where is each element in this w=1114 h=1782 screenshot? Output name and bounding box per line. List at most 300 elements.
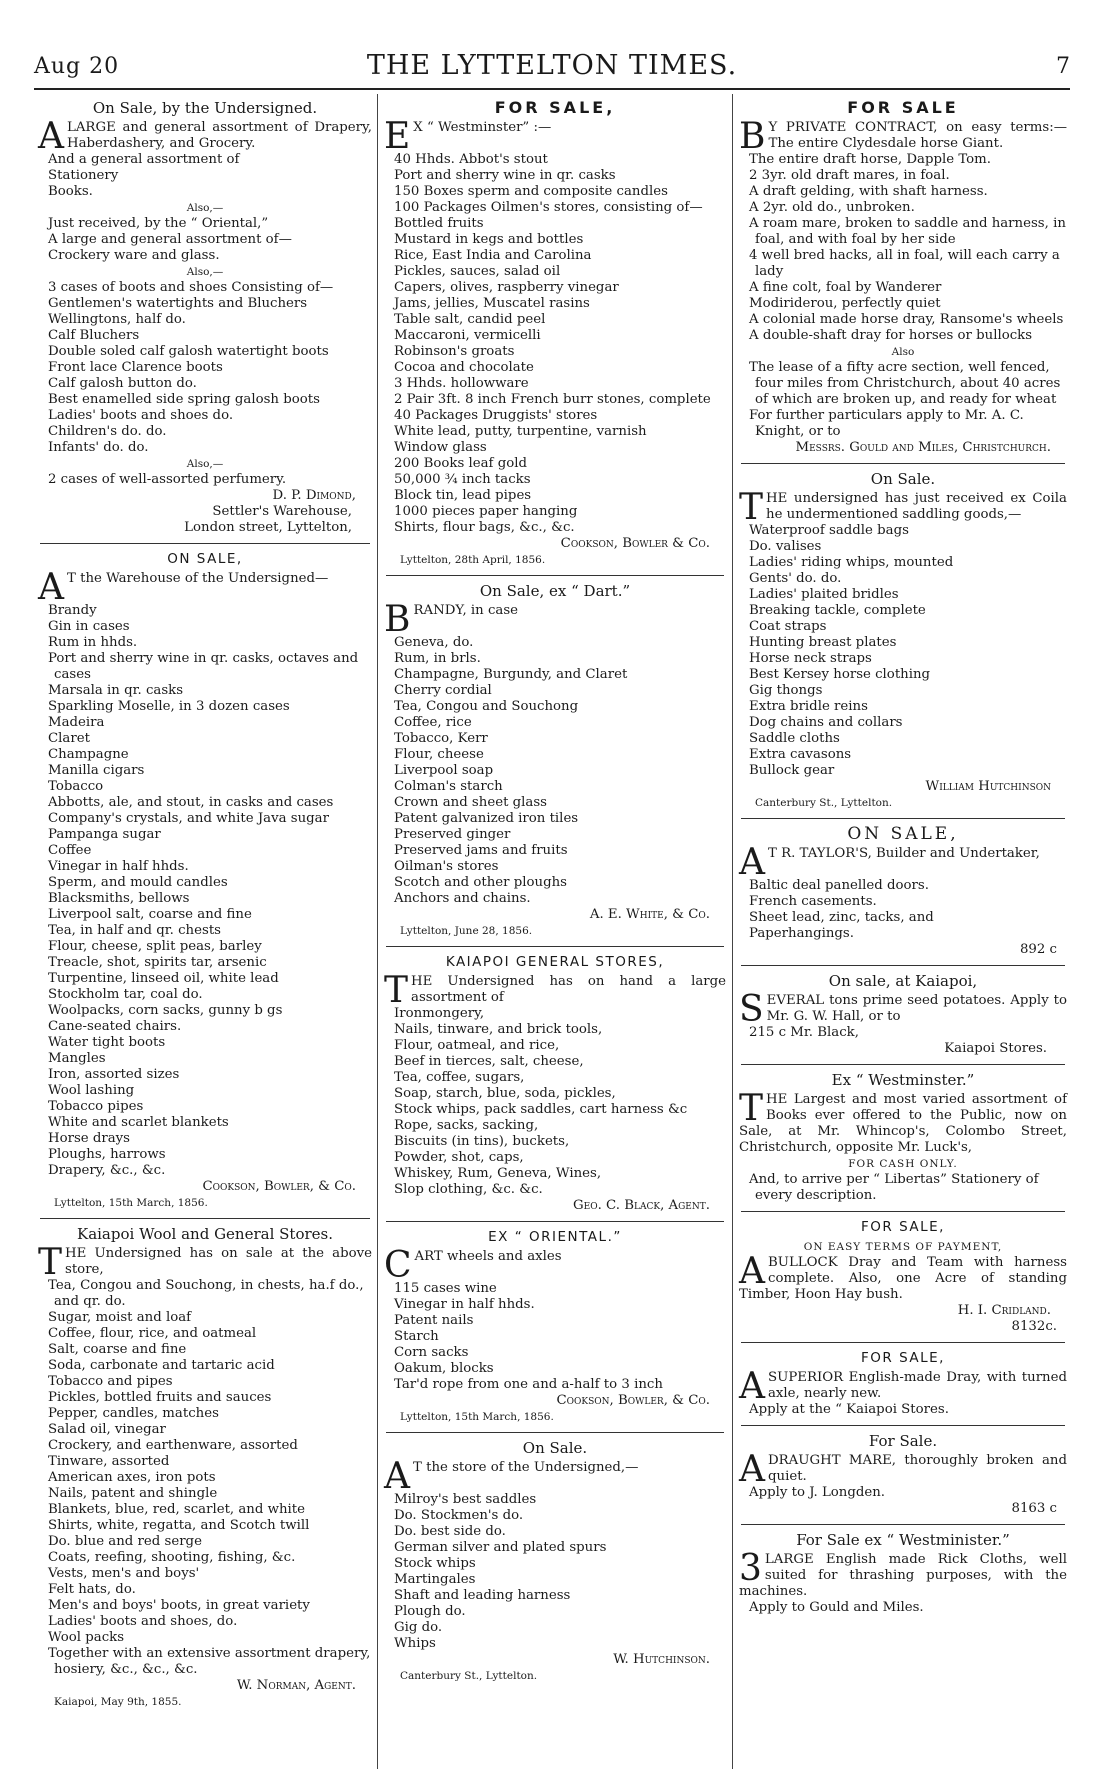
- list-item: Treacle, shot, spirits tar, arsenic: [48, 955, 267, 970]
- ad-heading: KAIAPOI GENERAL STORES,: [445, 954, 665, 970]
- ad-divider: [386, 946, 724, 947]
- ad-intro: [384, 970, 726, 1011]
- column-1: [34, 96, 376, 1772]
- list-item: A large and general assortment of—: [48, 232, 292, 247]
- drop-cap: A: [38, 116, 64, 157]
- list-item: Tar'd rope from one and a-half to 3 inch: [394, 1377, 663, 1392]
- ad-date: Lyttelton, 15th March, 1856.: [54, 1197, 208, 1209]
- list-item: Rope, sacks, sacking,: [394, 1118, 539, 1133]
- ad-signature: H. I. Cridland.: [957, 1303, 1051, 1318]
- ad-divider: [741, 818, 1065, 819]
- list-item: 3 cases of boots and shoes Consisting of—: [48, 280, 334, 295]
- ad-heading: For Sale ex “ Westminister.”: [796, 1531, 1010, 1549]
- list-item: Pickles, bottled fruits and sauces: [48, 1390, 272, 1405]
- masthead: [34, 48, 1070, 90]
- advertisement: [384, 1227, 726, 1425]
- list-item: Claret: [48, 731, 90, 746]
- advertisement: [739, 469, 1067, 811]
- list-item: Soda, carbonate and tartaric acid: [48, 1358, 275, 1373]
- list-item: Extra cavasons: [749, 747, 852, 762]
- ad-heading: FOR SALE,: [861, 1219, 945, 1235]
- list-item: Powder, shot, caps,: [394, 1150, 524, 1165]
- list-item: A draft gelding, with shaft harness.: [749, 184, 988, 199]
- list-item: Woolpacks, corn sacks, gunny b gs: [48, 1003, 283, 1018]
- intro-text: RANDY, in case: [413, 603, 519, 618]
- list-item: Crockery, and earthenware, assorted: [48, 1438, 298, 1453]
- list-item: Stock whips, pack saddles, cart harness &c: [394, 1102, 688, 1117]
- ad-heading: For Sale.: [868, 1432, 938, 1450]
- list-item: Bullock gear: [749, 763, 835, 778]
- ad-divider: [40, 543, 370, 544]
- list-item: Patent galvanized iron tiles: [394, 811, 579, 826]
- list-item: Blacksmiths, bellows: [48, 891, 190, 906]
- list-item: Stock whips: [394, 1556, 476, 1571]
- drop-cap: B: [739, 116, 766, 157]
- list-item: Flour, cheese: [394, 747, 484, 762]
- list-item: Infants' do. do.: [48, 440, 149, 455]
- list-item: Tea, in half and qr. chests: [48, 923, 221, 938]
- list-item: A roam mare, broken to saddle and harness, in foal, and with foal by her side: [749, 216, 1066, 247]
- ad-intro: [739, 1251, 1067, 1303]
- list-item: Horse drays: [48, 1131, 131, 1146]
- list-item: Slop clothing, &c. &c.: [394, 1182, 543, 1197]
- list-item: Coffee, flour, rice, and oatmeal: [48, 1326, 257, 1341]
- list-item: Calf Bluchers: [48, 328, 140, 343]
- list-item: Gents' do. do.: [749, 571, 842, 586]
- column-3: [735, 96, 1071, 1772]
- list-item: Nails, tinware, and brick tools,: [394, 1022, 603, 1037]
- ad-divider: [40, 1218, 370, 1219]
- intro-text: SUPERIOR English-made Dray, with turned axle, nearly new.: [768, 1370, 1067, 1401]
- ad-intro: [739, 1366, 1067, 1407]
- list-item: Shirts, flour bags, &c., &c.: [394, 520, 575, 535]
- list-item: Saddle cloths: [749, 731, 840, 746]
- ad-heading: On Sale, by the Undersigned.: [92, 99, 318, 117]
- ad-intro: [384, 116, 726, 157]
- list-item: Ladies' riding whips, mounted: [749, 555, 954, 570]
- ad-date: Lyttelton, 15th March, 1856.: [400, 1411, 554, 1423]
- ad-intro: [384, 599, 726, 640]
- list-item: Vests, men's and boys': [48, 1566, 200, 1581]
- list-item: 50,000 ¾ inch tacks: [394, 472, 531, 487]
- list-item: Tobacco, Kerr: [394, 731, 488, 746]
- ad-signature: D. P. Dimond,: [272, 488, 356, 503]
- ad-intro: [739, 1548, 1067, 1600]
- intro-text: X “ Westminster” :—: [413, 120, 552, 135]
- list-item: Corn sacks: [394, 1345, 469, 1360]
- list-item: Company's crystals, and white Java sugar: [48, 811, 329, 826]
- ad-heading: On sale, at Kaiapoi,: [828, 972, 978, 990]
- list-item: A 2yr. old do., unbroken.: [749, 200, 915, 215]
- intro-text: T R. TAYLOR'S, Builder and Undertaker,: [768, 846, 1040, 861]
- list-item: Liverpool salt, coarse and fine: [48, 907, 252, 922]
- list-item: Calf galosh button do.: [48, 376, 197, 391]
- list-item: Also,—: [186, 458, 224, 470]
- list-item: Mustard in kegs and bottles: [394, 232, 584, 247]
- list-item: Scotch and other ploughs: [394, 875, 567, 890]
- ad-intro: [739, 842, 1067, 883]
- list-item: Capers, olives, raspberry vinegar: [394, 280, 619, 295]
- ad-heading: ON SALE,: [847, 824, 959, 844]
- list-item: Tinware, assorted: [48, 1454, 170, 1469]
- ad-divider: [386, 1432, 724, 1433]
- list-item: Port and sherry wine in qr. casks: [394, 168, 616, 183]
- ad-address: Kaiapoi Stores.: [944, 1041, 1047, 1056]
- list-item: Hunting breast plates: [749, 635, 897, 650]
- list-item: Wool lashing: [48, 1083, 135, 1098]
- list-item: Marsala in qr. casks: [48, 683, 184, 698]
- list-item: Anchors and chains.: [394, 891, 531, 906]
- ad-signature: Geo. C. Black, Agent.: [573, 1198, 710, 1213]
- list-item: Ladies' boots and shoes do.: [48, 408, 234, 423]
- list-item: 215 c Mr. Black,: [749, 1025, 859, 1040]
- list-item: Cocoa and chocolate: [394, 360, 534, 375]
- ad-heading: FOR SALE: [847, 98, 959, 117]
- list-item: Drapery, &c., &c.: [48, 1163, 166, 1178]
- drop-cap: C: [384, 1245, 412, 1286]
- list-item: Best enamelled side spring galosh boots: [48, 392, 320, 407]
- list-item: The lease of a fifty acre section, well fenced, four miles from Christchurch, about 40 acres of which are broken up, and ready for wheat: [749, 360, 1061, 407]
- ad-intro: [38, 116, 372, 157]
- list-item: Preserved jams and fruits: [394, 843, 568, 858]
- list-item: 1000 pieces paper hanging: [394, 504, 578, 519]
- ad-signature: Cookson, Bowler, & Co.: [556, 1393, 710, 1408]
- list-item: White lead, putty, turpentine, varnish: [394, 424, 647, 439]
- list-item: Together with an extensive assortment drapery, hosiery, &c., &c., &c.: [48, 1646, 371, 1677]
- list-item: 40 Hhds. Abbot's stout: [394, 152, 548, 167]
- list-item: 4 well bred hacks, all in foal, will each carry a lady: [749, 248, 1060, 279]
- drop-cap: A: [739, 1449, 765, 1490]
- advertisement: [384, 952, 726, 1214]
- list-item: Coffee: [48, 843, 92, 858]
- ad-signature: A. E. White, & Co.: [589, 907, 710, 922]
- list-item: Table salt, candid peel: [394, 312, 546, 327]
- list-item: Water tight boots: [48, 1035, 166, 1050]
- list-item: Men's and boys' boots, in great variety: [48, 1598, 310, 1613]
- list-item: Apply to Gould and Miles.: [749, 1600, 924, 1615]
- list-item: Window glass: [394, 440, 487, 455]
- list-item: Brandy: [48, 603, 97, 618]
- ad-intro: [739, 1449, 1067, 1490]
- list-item: Liverpool soap: [394, 763, 494, 778]
- drop-cap: E: [384, 116, 411, 157]
- ad-date: Lyttelton, June 28, 1856.: [400, 925, 533, 937]
- advertisement: [739, 1530, 1067, 1616]
- advertisement: [38, 1224, 372, 1710]
- list-item: Ladies' boots and shoes, do.: [48, 1614, 238, 1629]
- list-item: Do. valises: [749, 539, 822, 554]
- list-item: Block tin, lead pipes: [394, 488, 532, 503]
- list-item: Cane-seated chairs.: [48, 1019, 182, 1034]
- advertisement: [739, 1070, 1067, 1204]
- intro-text: T the store of the Undersigned,—: [413, 1460, 639, 1475]
- page-number: 7: [1056, 54, 1070, 79]
- list-item: Manilla cigars: [48, 763, 145, 778]
- list-item: Coffee, rice: [394, 715, 472, 730]
- list-item: Salt, coarse and fine: [48, 1342, 187, 1357]
- drop-cap: T: [739, 1088, 764, 1129]
- advertisement: [38, 549, 372, 1211]
- list-item: Books.: [48, 184, 93, 199]
- ad-divider: [741, 1064, 1065, 1065]
- ad-signature: Cookson, Bowler & Co.: [560, 536, 710, 551]
- intro-text: Y PRIVATE CONTRACT, on easy terms:—The entire Clydesdale horse Giant.: [768, 120, 1067, 151]
- list-item: 2 3yr. old draft mares, in foal.: [749, 168, 950, 183]
- list-item: Sperm, and mould candles: [48, 875, 228, 890]
- intro-text: LARGE English made Rick Cloths, well suited for thrashing purposes, with the machines.: [739, 1552, 1067, 1599]
- ad-subheading: ON EASY TERMS OF PAYMENT,: [803, 1241, 1003, 1253]
- list-item: Patent nails: [394, 1313, 474, 1328]
- list-item: Vinegar in half hhds.: [48, 859, 189, 874]
- column-rule: [377, 94, 378, 1769]
- drop-cap: A: [739, 1251, 765, 1292]
- list-item: Biscuits (in tins), buckets,: [394, 1134, 570, 1149]
- ad-code: 892 c: [1019, 942, 1057, 957]
- list-item: Tobacco: [48, 779, 104, 794]
- ad-date: Canterbury St., Lyttelton.: [400, 1670, 538, 1682]
- list-item: Rice, East India and Carolina: [394, 248, 592, 263]
- list-item: Ladies' plaited bridles: [749, 587, 899, 602]
- list-item: Ironmongery,: [394, 1006, 485, 1021]
- ad-heading: FOR SALE,: [861, 1350, 945, 1366]
- intro-text: HE Largest and most varied assortment of Books ever offered to the Public, now on Sale, at Mr. Whincop's, Colombo Street, Christchurch, opposite Mr. Luck's,: [739, 1092, 1067, 1155]
- list-item: And, to arrive per “ Libertas” Stationery of every description.: [749, 1172, 1039, 1203]
- drop-cap: S: [739, 989, 764, 1030]
- ad-intro: [739, 487, 1067, 528]
- list-item: Salad oil, vinegar: [48, 1422, 166, 1437]
- list-item: Gentlemen's watertights and Bluchers: [48, 296, 308, 311]
- list-item: Maccaroni, vermicelli: [394, 328, 541, 343]
- list-item: Shirts, white, regatta, and Scotch twill: [48, 1518, 310, 1533]
- list-item: Stockholm tar, coal do.: [48, 987, 203, 1002]
- list-item: Extra bridle reins: [749, 699, 868, 714]
- list-item: Port and sherry wine in qr. casks, octaves and cases: [48, 651, 359, 682]
- ad-divider: [741, 1425, 1065, 1426]
- list-item: Mangles: [48, 1051, 106, 1066]
- column-2: [380, 96, 730, 1772]
- list-item: For further particulars apply to Mr. A. C. Knight, or to: [749, 408, 1024, 439]
- list-item: 8163 c: [1011, 1501, 1057, 1516]
- list-item: Wellingtons, half do.: [48, 312, 186, 327]
- list-item: 100 Packages Oilmen's stores, consisting of—: [394, 200, 703, 215]
- advertisement: [739, 1217, 1067, 1335]
- list-item: Rum in hhds.: [48, 635, 138, 650]
- list-item: Robinson's groats: [394, 344, 515, 359]
- ad-intro: [739, 1088, 1067, 1156]
- intro-text: BULLOCK Dray and Team with harness complete. Also, one Acre of standing Timber, Hoon Hay bush.: [739, 1255, 1067, 1302]
- list-item: A fine colt, foal by Wanderer: [749, 280, 942, 295]
- list-item: French casements.: [749, 894, 877, 909]
- list-item: Pickles, sauces, salad oil: [394, 264, 561, 279]
- ad-date: Kaiapoi, May 9th, 1855.: [54, 1696, 182, 1708]
- list-item: 2 cases of well-assorted perfumery.: [48, 472, 287, 487]
- list-item: Whips: [394, 1636, 436, 1651]
- list-item: Blankets, blue, red, scarlet, and white: [48, 1502, 306, 1517]
- ad-divider: [741, 1342, 1065, 1343]
- list-item: Pepper, candles, matches: [48, 1406, 219, 1421]
- list-item: Baltic deal panelled doors.: [749, 878, 929, 893]
- drop-cap: A: [739, 1366, 765, 1407]
- list-item: Iron, assorted sizes: [48, 1067, 180, 1082]
- advertisement: [739, 971, 1067, 1057]
- drop-cap: A: [38, 567, 64, 608]
- list-item: Beef in tierces, salt, cheese,: [394, 1054, 584, 1069]
- list-item: Preserved ginger: [394, 827, 511, 842]
- list-item: Gin in cases: [48, 619, 130, 634]
- list-item: Crockery ware and glass.: [48, 248, 220, 263]
- list-item: 40 Packages Druggists' stores: [394, 408, 598, 423]
- intro-text: HE undersigned has just received ex Coila he undermentioned saddling goods,—: [766, 491, 1067, 522]
- drop-cap: A: [739, 842, 765, 883]
- list-item: Tobacco pipes: [48, 1099, 144, 1114]
- list-item: Plough do.: [394, 1604, 466, 1619]
- intro-text: HE Undersigned has on sale at the above store,: [65, 1246, 372, 1277]
- list-item: Soap, starch, blue, soda, pickles,: [394, 1086, 616, 1101]
- list-item: Wool packs: [48, 1630, 125, 1645]
- list-item: Rum, in brls.: [394, 651, 481, 666]
- list-item: Gig thongs: [749, 683, 823, 698]
- list-item: German silver and plated spurs: [394, 1540, 607, 1555]
- ad-heading: Ex “ Westminster.”: [831, 1071, 975, 1089]
- list-item: Tea, Congou and Souchong: [394, 699, 579, 714]
- list-item: 150 Boxes sperm and composite candles: [394, 184, 668, 199]
- list-item: American axes, iron pots: [48, 1470, 216, 1485]
- ad-divider: [386, 575, 724, 576]
- list-item: 2 Pair 3ft. 8 inch French burr stones, complete: [394, 392, 711, 407]
- list-item: Ploughs, harrows: [48, 1147, 166, 1162]
- ad-heading: On Sale, ex “ Dart.”: [479, 582, 631, 600]
- ad-divider: [386, 1221, 724, 1222]
- ad-heading: On Sale.: [870, 470, 936, 488]
- list-item: Do. Stockmen's do.: [394, 1508, 524, 1523]
- list-item: Do. blue and red serge: [48, 1534, 202, 1549]
- list-item: Madeira: [48, 715, 105, 730]
- list-item: Paperhangings.: [749, 926, 854, 941]
- list-item: Double soled calf galosh watertight boots: [48, 344, 329, 359]
- list-item: Crown and sheet glass: [394, 795, 547, 810]
- list-item: Abbotts, ale, and stout, in casks and cases: [48, 795, 334, 810]
- list-item: Apply at the “ Kaiapoi Stores.: [749, 1402, 949, 1417]
- list-item: Sheet lead, zinc, tacks, and: [749, 910, 934, 925]
- ad-subheading: FOR CASH ONLY.: [848, 1158, 958, 1170]
- ad-heading: Kaiapoi Wool and General Stores.: [76, 1225, 333, 1243]
- ad-date: Lyttelton, 28th April, 1856.: [400, 554, 546, 566]
- list-item: Colman's starch: [394, 779, 503, 794]
- list-item: Flour, cheese, split peas, barley: [48, 939, 262, 954]
- ad-intro: [739, 116, 1067, 157]
- advertisement: [739, 1431, 1067, 1517]
- ad-intro: [384, 1456, 726, 1497]
- intro-text: EVERAL tons prime seed potatoes. Apply to Mr. G. W. Hall, or to: [766, 993, 1067, 1024]
- list-item: Bottled fruits: [394, 216, 484, 231]
- ad-date: Canterbury St., Lyttelton.: [755, 797, 893, 809]
- list-item: A colonial made horse dray, Ransome's wheels: [749, 312, 1064, 327]
- list-item: Tobacco and pipes: [48, 1374, 173, 1389]
- list-item: White and scarlet blankets: [48, 1115, 229, 1130]
- list-item: Best Kersey horse clothing: [749, 667, 931, 682]
- drop-cap: 3: [739, 1548, 762, 1589]
- ad-signature: W. Norman, Agent.: [236, 1678, 356, 1693]
- list-item: Milroy's best saddles: [394, 1492, 537, 1507]
- list-item: Oilman's stores: [394, 859, 499, 874]
- list-item: Pampanga sugar: [48, 827, 161, 842]
- list-item: Jams, jellies, Muscatel rasins: [394, 296, 590, 311]
- ad-signature: Messrs. Gould and Miles, Christchurch.: [795, 440, 1051, 455]
- intro-text: HE Undersigned has on hand a large assortment of: [411, 974, 726, 1005]
- ad-divider: [741, 965, 1065, 966]
- list-item: Coats, reefing, shooting, fishing, &c.: [48, 1550, 296, 1565]
- list-item: Tea, coffee, sugars,: [394, 1070, 525, 1085]
- list-item: 200 Books leaf gold: [394, 456, 527, 471]
- list-item: Shaft and leading harness: [394, 1588, 571, 1603]
- drop-cap: T: [384, 970, 409, 1011]
- list-item: Also,—: [186, 202, 224, 214]
- drop-cap: A: [384, 1456, 410, 1497]
- list-item: 8132c.: [1011, 1319, 1057, 1334]
- list-item: Waterproof saddle bags: [749, 523, 909, 538]
- list-item: Dog chains and collars: [749, 715, 903, 730]
- ad-heading: EX “ ORIENTAL.”: [488, 1229, 622, 1245]
- ad-signature: W. Hutchinson.: [613, 1652, 710, 1667]
- list-item: And a general assortment of: [48, 152, 240, 167]
- advertisement: [739, 98, 1067, 456]
- list-item: Coat straps: [749, 619, 827, 634]
- intro-text: LARGE and general assortment of Drapery, Haberdashery, and Grocery.: [67, 120, 372, 151]
- advertisement: [739, 824, 1067, 958]
- column-rule: [732, 94, 733, 1769]
- issue-date: Aug 20: [34, 54, 120, 79]
- ad-intro: [739, 989, 1067, 1030]
- intro-text: T the Warehouse of the Undersigned—: [67, 571, 329, 586]
- advertisement: [384, 98, 726, 568]
- newspaper-title: THE LYTTELTON TIMES.: [366, 50, 738, 81]
- list-item: Geneva, do.: [394, 635, 474, 650]
- list-item: Gig do.: [394, 1620, 443, 1635]
- list-item: Vinegar in half hhds.: [394, 1297, 535, 1312]
- ad-heading: FOR SALE,: [494, 98, 616, 117]
- list-item: 3 Hhds. hollowware: [394, 376, 529, 391]
- list-item: Oakum, blocks: [394, 1361, 494, 1376]
- list-item: Tea, Congou and Souchong, in chests, ha.f do., and qr. do.: [48, 1278, 364, 1309]
- ad-signature: William Hutchinson: [925, 779, 1051, 794]
- list-item: Also,—: [186, 266, 224, 278]
- ad-divider: [741, 1211, 1065, 1212]
- list-item: Breaking tackle, complete: [749, 603, 926, 618]
- advertisement: [384, 581, 726, 939]
- list-item: Champagne: [48, 747, 129, 762]
- ad-intro: [384, 1245, 726, 1286]
- list-item: Children's do. do.: [48, 424, 167, 439]
- ad-address: London street, Lyttelton,: [184, 520, 352, 535]
- list-item: Do. best side do.: [394, 1524, 506, 1539]
- ad-signature: Cookson, Bowler, & Co.: [202, 1179, 356, 1194]
- intro-text: DRAUGHT MARE, thoroughly broken and quiet.: [768, 1453, 1067, 1484]
- advertisement: [384, 1438, 726, 1684]
- ad-intro: [38, 1242, 372, 1283]
- ad-divider: [741, 1524, 1065, 1525]
- list-item: Horse neck straps: [749, 651, 872, 666]
- list-item: Stationery: [48, 168, 119, 183]
- list-item: Champagne, Burgundy, and Claret: [394, 667, 628, 682]
- list-item: Turpentine, linseed oil, white lead: [48, 971, 279, 986]
- list-item: A double-shaft dray for horses or bullocks: [749, 328, 1033, 343]
- ad-intro: [38, 567, 372, 608]
- list-item: Martingales: [394, 1572, 476, 1587]
- ad-heading: On Sale.: [522, 1439, 588, 1457]
- list-item: 115 cases wine: [394, 1281, 497, 1296]
- ad-address: Settler's Warehouse,: [212, 504, 352, 519]
- list-item: Also: [891, 346, 915, 358]
